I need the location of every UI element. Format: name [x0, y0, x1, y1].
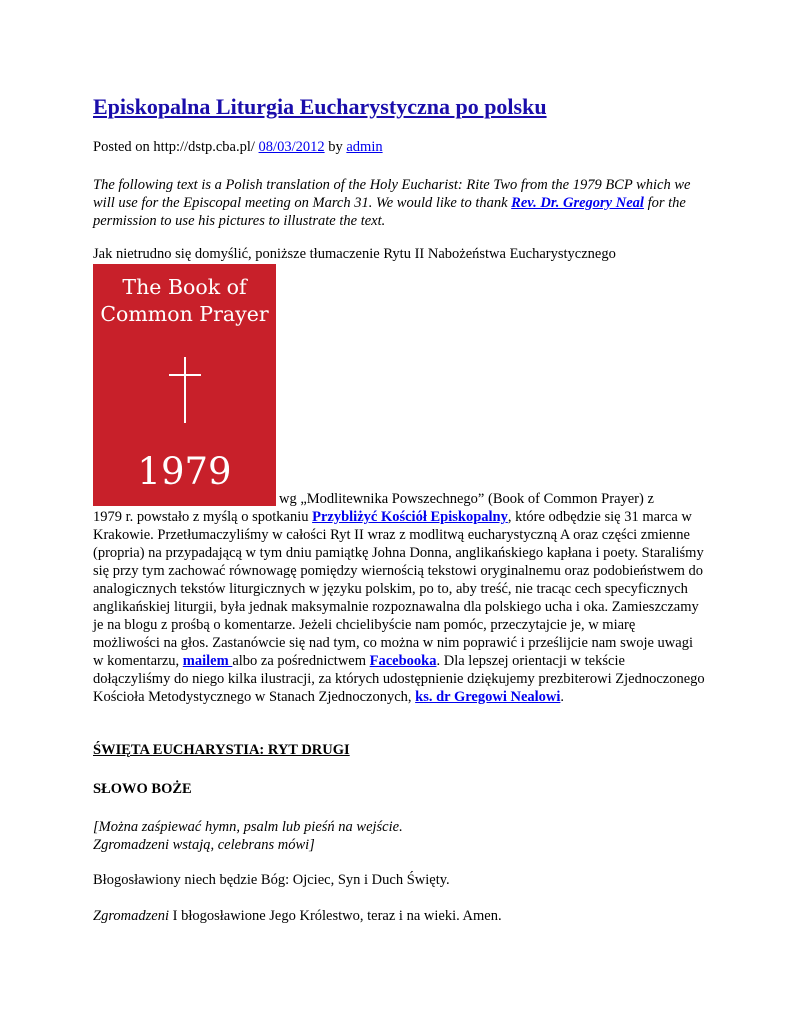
- book-year: 1979: [137, 450, 232, 493]
- meeting-link[interactable]: Przybliżyć Kościół Episkopalny: [312, 509, 508, 525]
- post-author-link[interactable]: admin: [346, 139, 383, 155]
- rubric-line2: Zgromadzeni wstają, celebrans mówi]: [93, 837, 315, 853]
- rubric: [93, 818, 403, 854]
- versicle: Błogosławiony niech będzie Bóg: Ojciec, Syn i Duch Święty.: [93, 872, 450, 888]
- body-line1: wg „Modlitewnika Powszechnego” (Book of Common Prayer) z: [279, 491, 654, 507]
- intro-text: The following text is a Polish translation of the Holy Eucharist: Rite Two from the 1979 BCP which we will use for the Episcopal meeting on March 31. We would like to thank: [93, 177, 691, 211]
- word-heading: SŁOWO BOŻE: [93, 781, 192, 797]
- email-link[interactable]: mailem: [182, 653, 233, 669]
- post-date-link[interactable]: 08/03/2012: [258, 139, 325, 155]
- body-paragraph: [93, 490, 705, 706]
- response-speaker: Zgromadzeni: [93, 908, 169, 924]
- intro-paragraph: [93, 176, 693, 230]
- body-text-5: .: [560, 689, 565, 705]
- rite-heading: ŚWIĘTA EUCHARYSTIA: RYT DRUGI: [93, 742, 350, 758]
- book-cover-title: [93, 274, 276, 328]
- facebook-link[interactable]: Facebooka: [369, 653, 437, 669]
- body-text-2: , które odbędzie się 31 marca w Krakowie. Przetłumaczyliśmy w całości Ryt II wraz z modlitwą eucharystyczną A oraz części zmienne (propria) na przypadającą w tym dniu pamiątkę Johna Donna, anglikańskiego kapłana i poety. Staraliśmy się przy tym zachować równowagę pomiędzy wiernością tekstowi oryginalnemu oraz podobieństwem do analogicznych tekstów liturgicznych w języku polskim, po to, aby treść, nie tracąc cech specyficznych anglikańskiej liturgii, była jednak maksymalnie rozpoznawalna dla polskiego ucha i oka. Zamieszczamy je na blogu z prośbą o komentarze. Jeżeli chcielibyście nam pomóc, przeczytajcie je, w miarę możliwości na głos. Zastanówcie się nad tym, co można w nim poprawić i prześlijcie nam swoje uwagi w komentarzu,: [93, 509, 704, 669]
- response-text: I błogosławione Jego Królestwo, teraz i na wieki. Amen.: [169, 908, 502, 924]
- body-text-4: . Dla lepszej orientacji w tekście dołączyliśmy do niego kilka ilustracji, za których udostępnienie dziękujemy prezbiterowi Zjednoczonego Kościoła Metodystycznego w Stanach Zjednoczonych,: [93, 653, 705, 705]
- posted-by: by: [324, 139, 347, 155]
- rubric-line1: [Można zaśpiewać hymn, psalm lub pieśń na wejście.: [93, 819, 403, 835]
- lead-text: Jak nietrudno się domyślić, poniższe tłumaczenie Rytu II Nabożeństwa Eucharystycznego: [93, 246, 616, 262]
- intro-text-end: for the permission to use his pictures to illustrate the text.: [93, 195, 686, 229]
- book-title-line2: Common Prayer: [100, 302, 269, 326]
- cross-icon-bar: [169, 374, 201, 376]
- body-text-1: 1979 r. powstało z myślą o spotkaniu: [93, 509, 313, 525]
- post-meta: [93, 139, 383, 156]
- book-cover-image: [93, 264, 276, 506]
- response: [93, 908, 502, 925]
- body-text-3: albo za pośrednictwem: [232, 653, 370, 669]
- post-title[interactable]: Episkopalna Liturgia Eucharystyczna po polsku: [93, 94, 547, 119]
- rev-gregory-neal-link[interactable]: Rev. Dr. Gregory Neal: [511, 195, 644, 211]
- greg-neal-link[interactable]: ks. dr Gregowi Nealowi: [415, 689, 561, 705]
- posted-prefix: Posted on http://dstp.cba.pl/: [93, 139, 259, 155]
- book-title-line1: The Book of: [122, 275, 247, 299]
- cross-icon: [184, 357, 186, 423]
